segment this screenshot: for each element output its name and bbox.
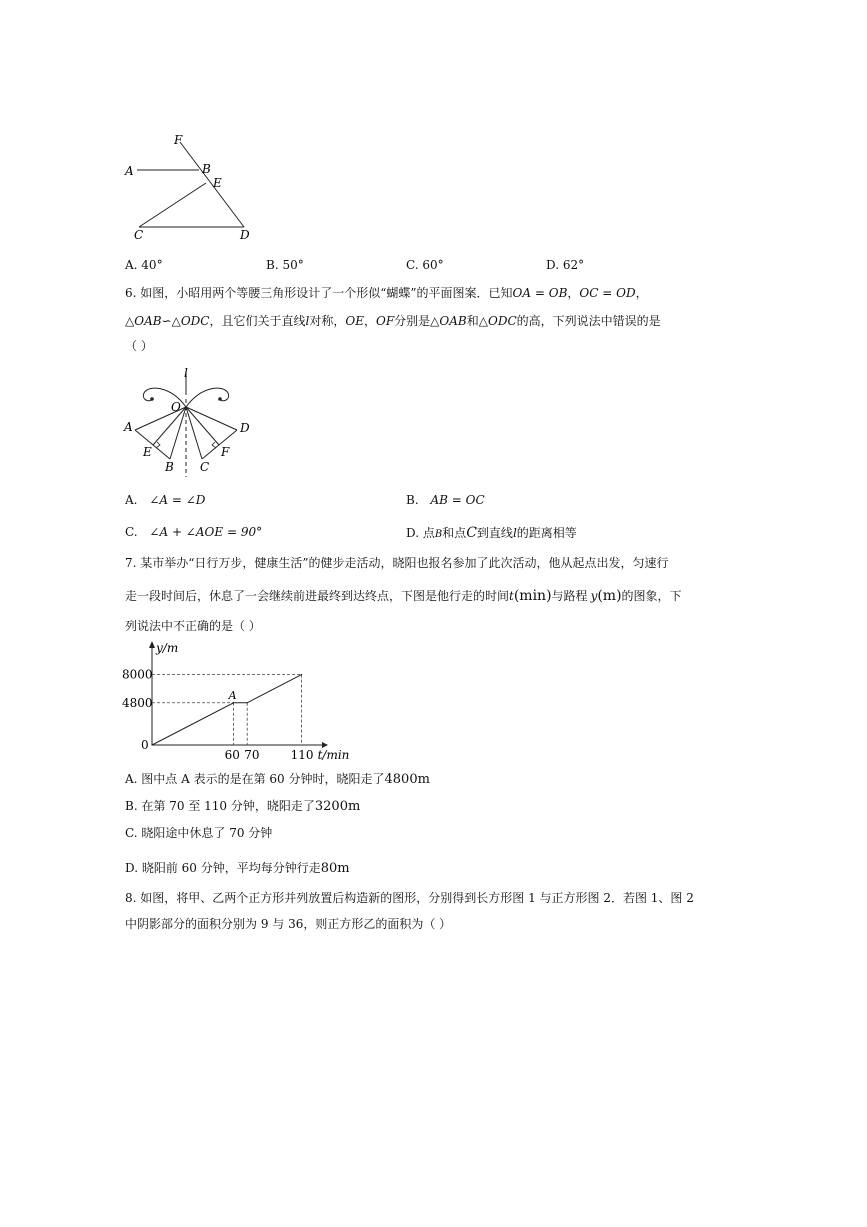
- y-axis-label: y/m: [156, 641, 179, 655]
- series-line: [152, 675, 302, 745]
- q6-option-c: [125, 526, 262, 538]
- q6-line-3: （ ）: [125, 339, 153, 353]
- q5-option-d: D. 62°: [546, 258, 585, 272]
- q7-line2-end: 的图象，下: [621, 589, 682, 603]
- y-tick-label: 4800: [122, 695, 153, 710]
- label-F: F: [174, 133, 183, 147]
- q6-similar: △OAB∽△ODC: [125, 314, 210, 328]
- q7-chart: [120, 638, 350, 763]
- q7-option-b-text: B. 在第 70 至 110 分钟，晓阳走了: [125, 799, 315, 813]
- q7-line-1: 7. 某市举办“日行万步，健康生活”的健步走活动，晓阳也报名参加了此次活动，他从起点出发，匀速行: [125, 556, 669, 570]
- data-point: [247, 702, 248, 703]
- q6-option-d-mid: 和点: [442, 526, 467, 540]
- q6-eq-oc-od: OC = OD: [579, 286, 636, 300]
- q6-triangle-oab: △OAB: [430, 314, 467, 328]
- q6-line-1: [125, 287, 648, 299]
- q6-option-d-b: B: [434, 529, 443, 540]
- q6-line2-mid: ，且它们关于直线: [209, 314, 306, 328]
- label-E: E: [143, 445, 152, 459]
- q6-option-a-text: ∠A = ∠D: [149, 493, 206, 507]
- q7-t: t: [509, 589, 514, 603]
- q7-y: y: [590, 589, 598, 603]
- origin-label: 0: [141, 738, 149, 752]
- q7-option-a-value: 4800m: [384, 772, 430, 787]
- label-C: C: [134, 228, 144, 242]
- label-A: A: [124, 420, 133, 434]
- data-point: [151, 744, 152, 745]
- q6-line1-end: ，: [635, 286, 648, 300]
- q7-option-a-text: A. 图中点 A 表示的是在第 60 分钟时，晓阳走了: [125, 772, 385, 786]
- q7-option-c: C. 晓阳途中休息了 70 分钟: [125, 826, 273, 840]
- q7-option-b: [125, 800, 360, 813]
- q6-option-d-mid2: 到直线: [476, 526, 513, 540]
- q7-option-d-text: D. 晓阳前 60 分钟，平均每分钟行走: [125, 861, 321, 875]
- label-B: B: [202, 162, 211, 176]
- q7-t-unit: (min): [513, 588, 552, 604]
- label-C: C: [200, 460, 210, 474]
- q7-y-unit: (m): [597, 588, 622, 604]
- q6-line2-end: 的高，下列说法中错误的是: [516, 314, 661, 328]
- data-point: [233, 702, 234, 703]
- q7-option-d: [125, 862, 350, 875]
- q6-line2-mid3: 分别是: [394, 314, 431, 328]
- q6-line-2: [125, 315, 661, 327]
- q7-line2-mid: 与路程: [551, 589, 588, 603]
- x-axis-label: t/min: [317, 748, 350, 762]
- q7-line-3: 列说法中不正确的是（ ）: [125, 619, 261, 633]
- q6-line1-pre: 6. 如图，小昭用两个等腰三角形设计了一个形似“蝴蝶”的平面图案．已知: [125, 286, 513, 300]
- q6-option-d: [406, 526, 577, 540]
- q6-option-b-label: B.: [406, 493, 419, 507]
- q7-line2-pre: 走一段时间后，休息了一会继续前进最终到达终点，下图是他行走的时间: [125, 589, 510, 603]
- q7-option-d-value: 80m: [320, 861, 350, 876]
- x-tick-label: 110: [290, 748, 314, 762]
- label-F: F: [221, 445, 230, 459]
- figure-q6: [120, 365, 260, 480]
- y-tick-label: 8000: [122, 667, 153, 682]
- figure-q5: [120, 130, 260, 245]
- data-point: [301, 674, 302, 675]
- q6-option-d-c: C: [466, 525, 477, 541]
- label-A: A: [125, 164, 134, 178]
- x-tick-label: 60: [224, 748, 240, 762]
- q6-option-c-label: C.: [125, 525, 138, 539]
- q6-eq-oa-ob: OA = OB: [512, 286, 568, 300]
- q6-option-d-pre: D. 点: [406, 526, 435, 540]
- q7-option-b-value: 3200m: [314, 799, 361, 814]
- label-B: B: [165, 460, 174, 474]
- label-O: O: [171, 400, 181, 414]
- q5-option-c: C. 60°: [406, 258, 444, 272]
- q6-option-d-l: l: [512, 526, 517, 540]
- q7-line-2: [125, 589, 682, 603]
- point-label-a: A: [228, 688, 237, 702]
- q6-option-d-end: 的距离相等: [516, 526, 577, 540]
- q6-option-a: [125, 494, 205, 506]
- q6-triangle-odc: △ODC: [478, 314, 517, 328]
- label-D: D: [240, 421, 250, 435]
- q6-comma: ，: [363, 314, 376, 328]
- label-l: l: [184, 366, 188, 380]
- q6-of: OF: [375, 314, 395, 328]
- q5-option-b: B. 50°: [266, 258, 304, 272]
- q5-option-a: A. 40°: [125, 258, 163, 272]
- q6-line-l: l: [305, 314, 310, 328]
- q6-and: 和: [466, 314, 479, 328]
- q8-line-2: 中阴影部分的面积分别为 9 与 36，则正方形乙的面积为（ ）: [125, 917, 452, 931]
- q8-line-1: 8. 如图，将甲、乙两个正方形并列放置后构造新的图形，分别得到长方形图 1 与正方形图 2．若图 1、图 2: [125, 891, 694, 905]
- q6-sep: ，: [567, 286, 580, 300]
- q6-option-c-text: ∠A + ∠AOE = 90°: [149, 525, 263, 539]
- q6-line2-mid2: 对称，: [309, 314, 346, 328]
- q6-option-b-text: AB = OC: [430, 493, 485, 507]
- q6-option-a-label: A.: [125, 493, 138, 507]
- q6-oe: OE: [345, 314, 364, 328]
- label-E: E: [213, 176, 222, 190]
- y-axis-arrow: [149, 641, 155, 648]
- label-D: D: [240, 228, 250, 242]
- q6-option-b: [406, 494, 485, 506]
- x-tick-label: 70: [244, 748, 260, 762]
- q7-option-a: [125, 773, 430, 786]
